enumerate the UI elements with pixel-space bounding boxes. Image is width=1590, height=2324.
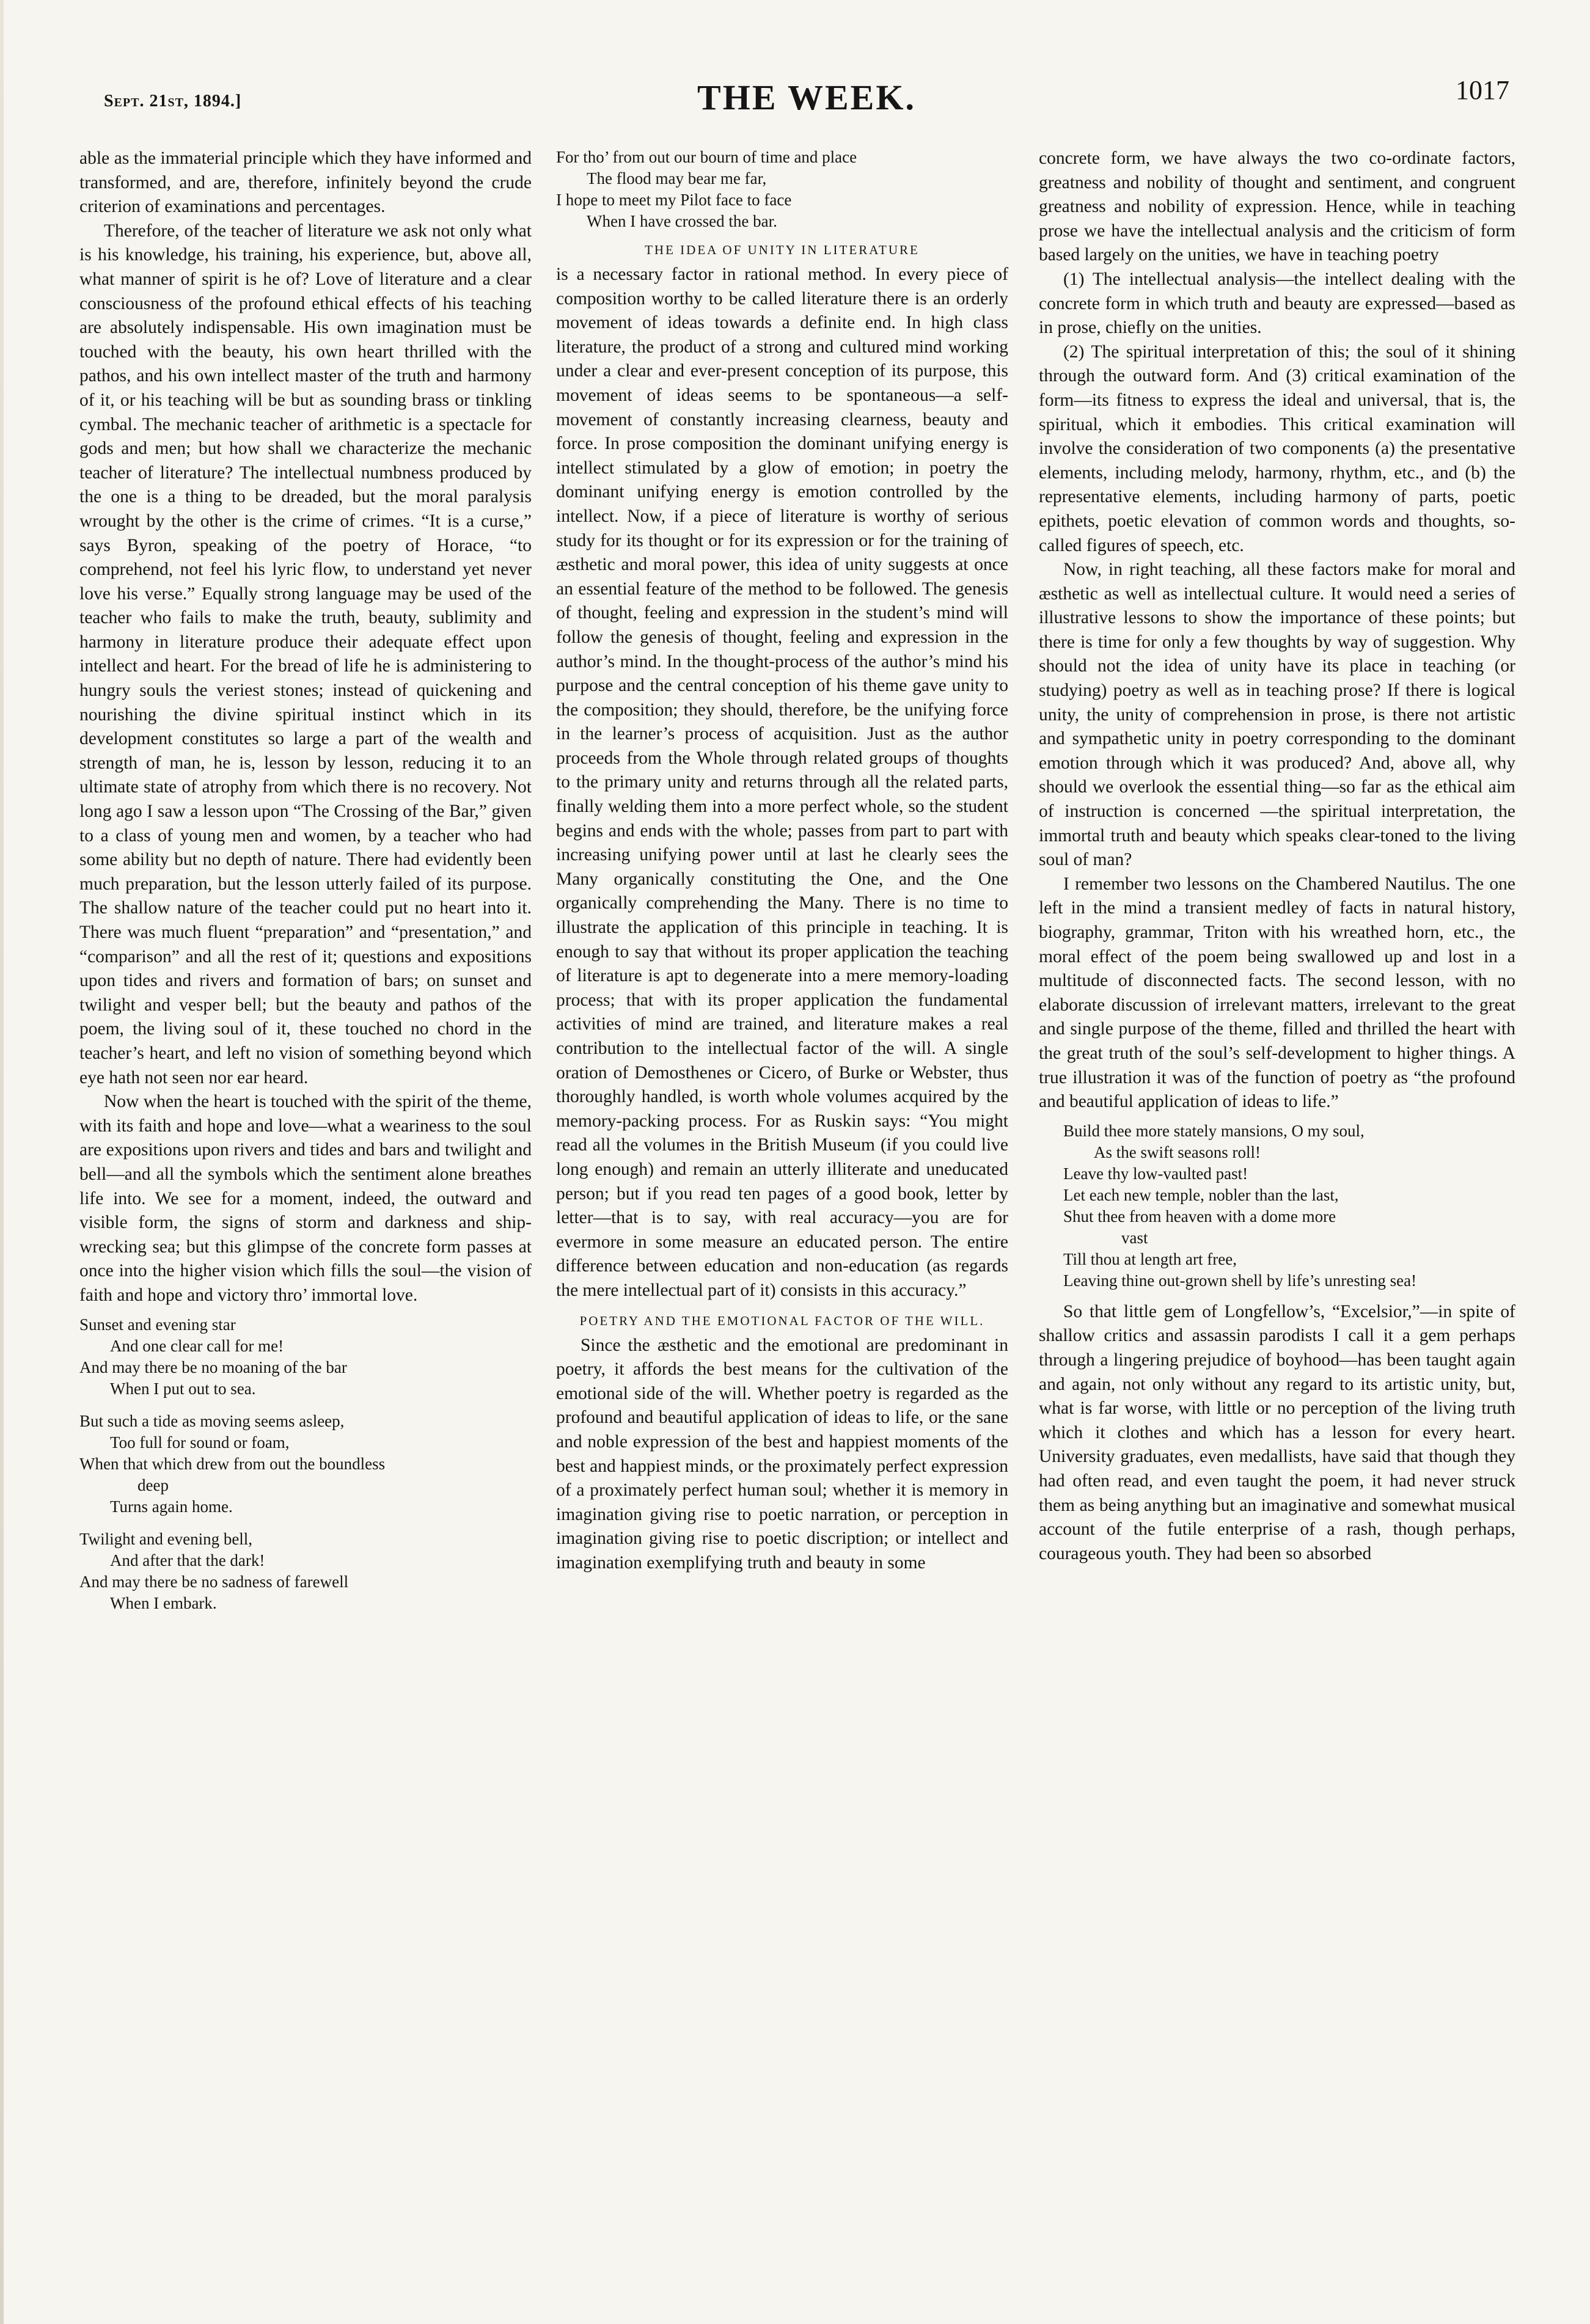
poem-line: Turns again home. — [110, 1497, 233, 1516]
poem-line: Too full for sound or foam, — [110, 1433, 290, 1452]
paragraph: Now when the heart is touched with the spirit of the theme, with its faith and hope and love—what a weariness to the soul are expositions upon rivers and tides and bars and twilight and bell—and all the symbols which the sentiment alone breathes life into. We see for a moment, indeed, the outward and visible form, the signs of storm and darkness and ship-wrecking sea; but this glimpse of the concrete form passes at once into the higher vision which fills the soul—the vision of faith and hope and victory thro’ immortal love. — [79, 1092, 532, 1305]
paragraph: Since the æsthetic and the emotional are predominant in poetry, it affords the best means for the cultivation of the emotional side of the will. Whether poetry is regarded as the profound and beautiful application of ideas to life, or the sane and noble expression of the best and happiest moments of the best and happiest minds, or the proximately perfect expression of a proximately perfect human soul; whether it is memory in imagination giving rise to poetic narration, or perception in imagination giving rise to poetic discription; or intellect and imagination exemplifying truth and beauty in some — [556, 1335, 1008, 1573]
poem-line: As the swift seasons roll! — [1094, 1142, 1261, 1161]
publication-title: THE WEEK. — [697, 78, 916, 117]
poem-line: Twilight and evening bell, — [79, 1529, 253, 1548]
section-heading: POETRY AND THE EMOTIONAL FACTOR OF THE WILL. — [579, 1313, 985, 1328]
paragraph: Now, in right teaching, all these factors make for moral and æsthetic as well as intellectual culture. It would need a series of illustrative lessons to show the importance of these points; but there is time for only a few thoughts by way of suggestion. Why should not the idea of unity have its place in teaching (or studying) poetry as well as in teaching prose? If there is logical unity, the unity of comprehension in prose, is there not artistic and sympathetic unity in poetry corresponding to the dominant emotion through which it was produced? And, above all, why should we overlook the essential thing—so far as the ethical aim of instruction is concerned —the spiritual interpretation, the immortal truth and beauty which speaks clear-toned to the living soul of man? — [1039, 560, 1515, 870]
poem-line: When I embark. — [110, 1593, 217, 1612]
poem-line: And may there be no sadness of farewell — [79, 1572, 349, 1591]
paragraph: Therefore, of the teacher of literature we ask not only what is his knowledge, his training, his experience, but, above all, what manner of spirit is he of? Love of literature and a clear consciousness of the profound ethical effects of his teaching are absolutely indispensable. His own imagination must be touched with the beauty, his own heart thrilled with the pathos, and his own intellect master of the truth and harmony of it, or his teaching will be but as sounding brass or tinkling cymbal. The mechanic teacher of arithmetic is a spectacle for gods and men; but how shall we characterize the mechanic teacher of literature? The intellectual numbness produced by the one is a thing to be dreaded, but the moral paralysis wrought by the other is the crime of crimes. “It is a curse,” says Byron, speaking of the poetry of Horace, “to comprehend, not feel his lyric flow, to understand yet never love his verse.” Equally strong language may be used of the teacher who fails to make the truth, beauty, sublimity and harmony in literature produce their adequate effect upon intellect and heart. For the bread of life he is administering to hungry souls the veriest stones; instead of quickening and nourishing the divine spiritual instinct which in its development constitutes so large a part of the wealth and strength of man, he is, lesson by lesson, reducing it to an ultimate state of atrophy from which there is no recovery. Not long ago I saw a lesson upon “The Crossing of the Bar,” given to a class of young men and women, by a teacher who had some ability but no depth of nature. There had evidently been much preparation, but the lesson utterly failed of its purpose. The shallow nature of the teacher could put no heart into it. There was much fluent “preparation” and “presentation,” and “comparison” and all the rest of it; questions and expositions upon tides and rivers and formation of bars; on sunset and twilight and vesper bell; but the beauty and pathos of the poem, the living soul of it, these touched no chord in the teacher’s heart, and left no vision of something beyond which eye hath not seen nor ear heard. — [79, 221, 532, 1087]
poem-line: Leave thy low-vaulted past! — [1063, 1164, 1248, 1183]
poem-line: And one clear call for me! — [110, 1336, 284, 1355]
paragraph: able as the immaterial principle which they have informed and transformed, and are, therefore, infinitely beyond the crude criterion of examinations and percentages. — [79, 148, 532, 217]
poem-line: When I have crossed the bar. — [587, 212, 777, 230]
column-3 — [1039, 147, 1515, 2273]
poem-line: But such a tide as moving seems asleep, — [79, 1411, 345, 1430]
poem-line: Leaving thine out-grown shell by life’s unresting sea! — [1063, 1271, 1417, 1290]
poem-line: When I put out to sea. — [110, 1379, 256, 1398]
poem-stanza — [79, 1529, 532, 1614]
page-number: 1017 — [1456, 75, 1509, 105]
paragraph: is a necessary factor in rational method. In every piece of composition worthy to be called literature there is an orderly movement of ideas towards a definite end. In high class literature, the product of a strong and cultured mind working under a clear and ever-present conception of its purpose, this movement of ideas seems to be spontaneous—a self-movement of constantly increasing clearness, beauty and force. In prose composition the dominant unifying energy is intellect stimulated by a glow of emotion; in poetry the dominant unifying energy is emotion controlled by the intellect. Now, if a piece of literature is worthy of serious study for its thought or for its expression or for the training of æsthetic and moral power, this idea of unity suggests at once an essential feature of the method to be followed. The genesis of thought, feeling and expression in the student’s mind will follow the genesis of thought, feeling and expression in the author’s mind. In the thought-process of the author’s mind his purpose and the central conception of his theme gave unity to the composition; they should, therefore, be the unifying force in the learner’s process of acquisition. Just as the author proceeds from the Whole through related groups of thoughts to the primary unity and returns through all the related parts, finally welding them into a more perfect whole, so the student begins and ends with the whole; passes from part to part with increasing unifying power until at last he clearly sees the Many organically constituting the One, and the One organically comprehending the Many. There is no time to illustrate the application of this principle in teaching. It is enough to say that without its proper application the teaching of literature is apt to degenerate into a mere memory-loading process; that with its proper application the fundamental activities of mind are trained, and literature makes a real contribution to the intellectual factor of the will. A single oration of Demosthenes or Cicero, of Burke or Webster, thus thoroughly handled, is worth whole volumes acquired by the memory-packing process. For as Ruskin says: “You might read all the volumes in the British Museum (if you could live long enough) and remain an utterly illiterate and uneducated person; but if you read ten pages of a good book, letter by letter—that is to say, with real accuracy—you are for evermore in some measure an educated person. The entire difference between education and non-education (as regards the mere intellectual part of it) consists in this accuracy.” — [556, 265, 1008, 1300]
page-header — [104, 73, 1509, 128]
poem-line: And after that the dark! — [110, 1551, 265, 1569]
paragraph: So that little gem of Longfellow’s, “Excelsior,”—in spite of shallow critics and assassin parodists I call it a gem perhaps through a lingering prejudice of boyhood—has been taught again and again, not only without any regard to its artistic unity, but, what is far worse, with little or no perception of the living truth which it clothes and which has a lesson for every heart. University graduates, even medallists, have said that though they had often read, and even taught the poem, it had never struck them as being anything but an imaginative and somewhat musical account of the futile enterprise of a rash, though perhaps, courageous youth. They had been so absorbed — [1039, 1301, 1515, 1563]
poem-line: vast — [1121, 1228, 1148, 1247]
paragraph: I remember two lessons on the Chambered Nautilus. The one left in the mind a transient medley of facts in natural history, biography, grammar, Triton with his wreathed horn, etc., the moral effect of the poem being swallowed up and lost in a multitude of disconnected facts. The second lesson, with no elaborate discussion of irrelevant matters, irrelevant to the great and single purpose of the theme, filled and thrilled the heart with the great truth of the soul’s self-development to higher things. A true illustration it was of the function of poetry as “the profound and beautiful application of ideas to life.” — [1039, 874, 1515, 1112]
issue-date: Sept. 21st, 1894.] — [104, 92, 242, 111]
crossing-the-bar-poem — [79, 1314, 532, 1614]
poem-stanza — [79, 1411, 532, 1518]
poem-line: Till thou at length art free, — [1063, 1249, 1237, 1268]
section-heading: THE IDEA OF UNITY IN LITERATURE — [645, 243, 920, 257]
paragraph: (1) The intellectual analysis—the intellect dealing with the concrete form in which truth and beauty are expressed—based as in prose, chiefly on the unities. — [1039, 269, 1515, 338]
poem-line: Build thee more stately mansions, O my soul, — [1063, 1121, 1365, 1140]
poem-stanza — [79, 1314, 532, 1400]
column-1 — [79, 147, 532, 2273]
page-edge — [0, 0, 4, 2324]
poem-line: For tho’ from out our bourn of time and place — [556, 148, 857, 166]
poem-line: Shut thee from heaven with a dome more — [1063, 1207, 1336, 1226]
paragraph: concrete form, we have always the two co-ordinate factors, greatness and nobility of thought and sentiment, and congruent greatness and nobility of expression. Hence, while in teaching prose we have the intellectual analysis and the criticism of form based largely on the unities, we have in teaching poetry — [1039, 148, 1515, 265]
poem-line: Sunset and evening star — [79, 1315, 236, 1334]
paragraph: (2) The spiritual interpretation of this; the soul of it shining through the outward form. And (3) critical examination of the form—its fitness to express the ideal and universal, that is, the spiritual, which it embodies. This critical examination will involve the consideration of two components (a) the presentative elements, including melody, harmony, rhythm, etc., and (b) the representative elements, including harmony of parts, poetic epithets, poetic elevation of common words and thoughts, so-called figures of speech, etc. — [1039, 342, 1515, 555]
poem-line: And may there be no moaning of the bar — [79, 1357, 347, 1376]
chambered-nautilus-poem — [1039, 1120, 1515, 1292]
crossing-the-bar-poem-end — [556, 147, 1008, 232]
poem-line: deep — [137, 1475, 169, 1494]
poem-line: The flood may bear me far, — [587, 169, 767, 188]
poem-line: Let each new temple, nobler than the last, — [1063, 1185, 1339, 1204]
column-2 — [556, 147, 1008, 2273]
poem-line: I hope to meet my Pilot face to face — [556, 191, 792, 209]
poem-line: When that which drew from out the boundless — [79, 1454, 386, 1473]
